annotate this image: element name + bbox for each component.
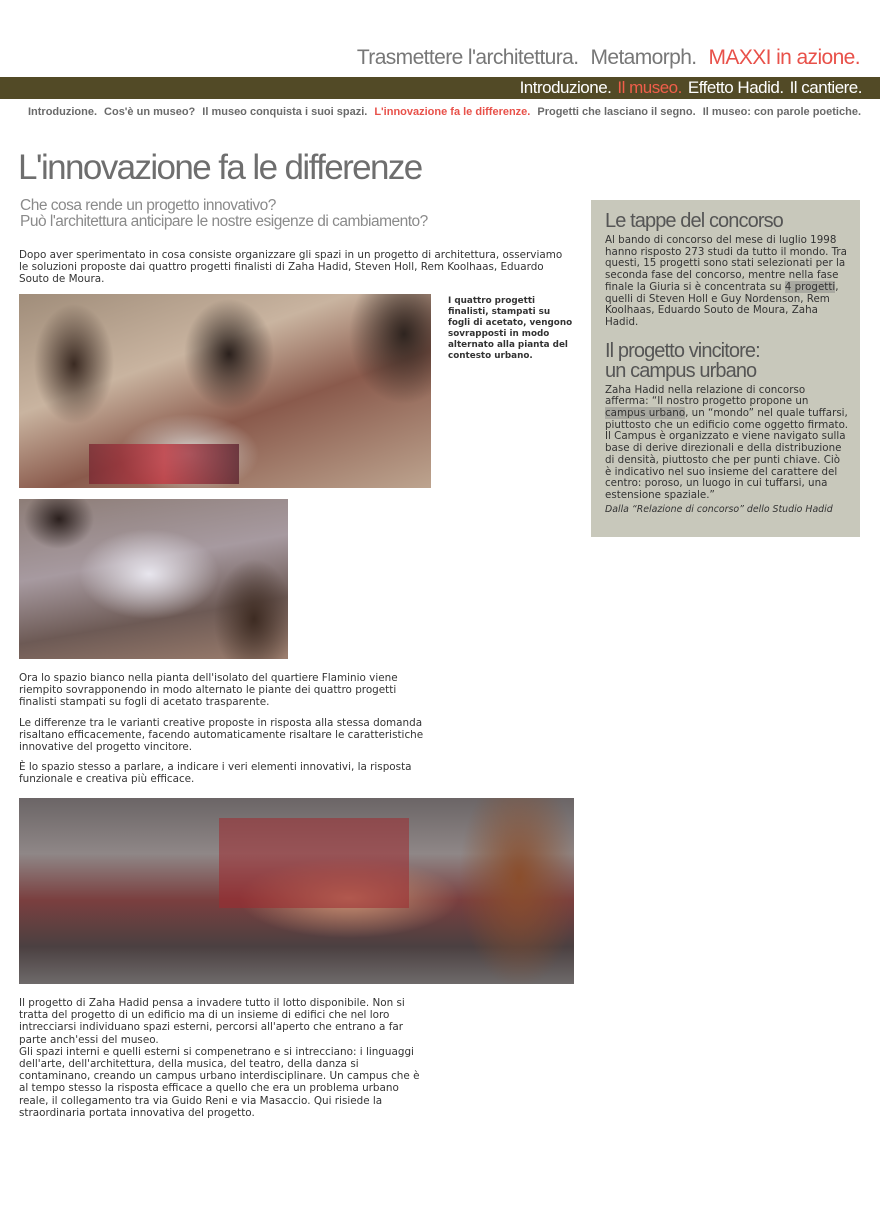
section-nav-il-museo[interactable]: Il museo. [617,78,682,97]
photo-students-finalists [19,294,431,488]
photo-detail [219,818,409,908]
sub-nav [21,106,861,118]
body-text [19,672,431,794]
subtitle-line-1: Che cosa rende un progetto innovativo? [20,197,276,214]
body-paragraph-1: Ora lo spazio bianco nella pianta dell'isolato del quartiere Flaminio viene riempito sovrapponendo in modo alternato le piante dei quattro progetti finalisti stampati su fogli di acetato trasparente. [19,672,398,709]
photo-acetate-sheets [19,499,288,659]
sub-nav-parole-poetiche[interactable]: Il museo: con parole poetiche. [702,106,861,118]
highlight-4-progetti[interactable]: 4 progetti [784,280,836,293]
sidebar-text: , un “mondo” nel quale tuffarsi, piuttosto che un edificio come oggetto firmato. Il Campus è organizzato e viene navigato sulla base di derive direzionali e della distribuzione di densità, piuttosto che per punti chiave. Ciò è indicativo nel suo insieme del carattere del centro: poroso, un luogo in cui tuffarsi, una estensione spaziale.” [605,407,848,501]
sidebar-source: Dalla “Relazione di concorso” dello Studio Hadid [605,503,833,515]
sidebar-paragraph-vincitore [605,385,848,502]
sidebar-text: Zaha Hadid nella relazione di concorso afferma: “Il nostro progetto propone un [605,383,809,408]
intro-paragraph: Dopo aver sperimentato in cosa consiste organizzare gli spazi in un progetto di architettura, osserviamo le soluzioni proposte dai quattro progetti finalisti di Zaha Hadid, Steven Holl, Rem Koolhaas, Eduardo Souto de Moura. [19,249,563,286]
highlight-campus-urbano[interactable]: campus urbano [605,407,686,420]
photo-pointing-hand [19,798,574,984]
photo-detail [89,444,239,484]
sub-nav-cos-e-un-museo[interactable]: Cos'è un museo? [104,106,196,118]
sidebar-paragraph-concorso [605,235,848,329]
page-subtitle [20,198,428,230]
body-paragraph-3: È lo spazio stesso a parlare, a indicare i veri elementi innovativi, la risposta funzionale e creativa più efficace. [19,761,412,786]
sidebar-heading-concorso: Le tappe del concorso [605,210,783,232]
sub-nav-introduzione[interactable]: Introduzione. [27,106,98,118]
section-nav [514,77,862,99]
sub-nav-progetti-segno[interactable]: Progetti che lasciano il segno. [537,106,696,118]
sidebar-heading-line-2: un campus urbano [605,359,757,382]
body-paragraph-2: Le differenze tra le varianti creative proposte in risposta alla stessa domanda risaltano efficacemente, facendo automaticamente risaltare le caratteristiche innovative del progetto vincitore. [19,716,424,754]
sub-nav-innovazione[interactable]: L'innovazione fa le differenze. [374,106,531,118]
sub-nav-conquista-spazi[interactable]: Il museo conquista i suoi spazi. [202,106,368,118]
section-band [0,77,880,99]
intro-text [19,249,572,294]
final-text [19,997,431,1119]
sidebar-heading-line-1: Il progetto vincitore: [605,339,760,362]
sidebar-heading-vincitore [605,341,848,381]
top-nav-metamorph[interactable]: Metamorph. [590,46,697,69]
top-nav-trasmettere[interactable]: Trasmettere l'architettura. [356,46,579,69]
final-paragraph-2: Gli spazi interni e quelli esterni si compenetrano e si intrecciano: i linguaggi dell'arte, dell'architettura, della musica, del teatro, della danza si contaminano, creando un campus urbano interdisciplinare. Un campus che è al tempo stesso la risposta efficace a quello che era un problema urbano reale, il collegamento tra via Guido Reni e via Masaccio. Qui risiede la straordinaria portata innovativa del progetto. [19,1045,420,1119]
photo-caption: I quattro progetti finalisti, stampati su fogli di acetato, vengono sovrapposti in modo alternato alla pianta del contesto urbano. [448,296,573,361]
page-title: L'innovazione fa le differenze [18,148,422,187]
final-paragraph-1: Il progetto di Zaha Hadid pensa a invadere tutto il lotto disponibile. Non si tratta del progetto di un edificio ma di un insieme di edifici che nel loro intrecciarsi individuano spazi esterni, percorsi all'aperto che entrano a far parte anch'essi del museo. [19,997,405,1046]
top-nav-maxxi[interactable]: MAXXI in azione. [708,46,860,69]
section-nav-il-cantiere[interactable]: Il cantiere. [789,78,862,97]
section-nav-introduzione[interactable]: Introduzione. [519,78,612,97]
section-nav-effetto-hadid[interactable]: Effetto Hadid. [687,78,784,97]
sidebar-text: , quelli di Steven Holl e Guy Nordenson, Rem Koolhaas, Eduardo Souto de Moura, Zaha Hadid. [605,280,839,328]
subtitle-line-2: Può l'architettura anticipare le nostre esigenze di cambiamento? [20,213,428,230]
top-nav [345,46,860,70]
sidebar-text: Al bando di concorso del mese di luglio 1998 hanno risposto 273 studi da tutto il mondo. Tra questi, 15 progetti sono stati selezionati per la seconda fase del concorso, mentre nella fase finale la Giuria si è concentrata su [605,234,847,293]
sidebar-box [591,200,860,537]
